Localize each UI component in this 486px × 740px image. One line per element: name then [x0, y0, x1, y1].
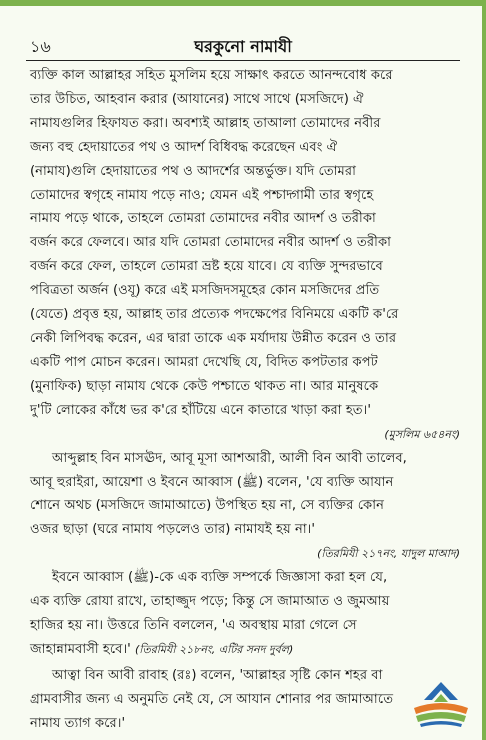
text-line: নামায পড়ে থাকে, তাহলে তোমরা তোমাদের নবীর আদর্শ ও তরীকা [30, 211, 376, 227]
paragraph [30, 566, 460, 590]
paragraph-continued [30, 688, 460, 736]
page-number: ১৬ [30, 37, 51, 56]
text-line: শোনে অথচ (মসজিদে জামাআতে) উপস্থিত হয় না, সে ব্যক্তির কোন [30, 498, 384, 514]
text-line: ইবনে আব্বাস (ﷺ)-কে এক ব্যক্তি সম্পর্কে জিজ্ঞাসা করা হল যে, [52, 570, 388, 586]
text-line: ব্যক্তি কাল আল্লাহর সহিত মুসলিম হয়ে সাক্ষাৎ করতে আনন্দবোধ করে [30, 68, 393, 83]
text-line: বর্জন করে ফেলবে। আর যদি তোমরা তোমাদের নবীর আদর্শ ও তরীকা [30, 235, 392, 251]
text-line: গ্রামবাসীর জন্য এ অনুমতি নেই যে, সে আযান শোনার পর জামাআতে [30, 691, 394, 707]
text-line [30, 638, 460, 662]
header-rule [26, 60, 460, 61]
text-line: হাজির হয় না। উত্তরে তিনি বললেন, 'এ অবস্থায় মারা গেলে সে [30, 618, 357, 634]
text-line: (মুনাফিক) ছাড়া নামায থেকে কেউ পশ্চাতে থাকত না। আর মানুষকে [30, 378, 379, 394]
paragraph-continued [30, 471, 460, 543]
page-body [30, 64, 460, 736]
text-line: আত্বা বিন আবী রাবাহ (রঃ) বলেন, 'আল্লাহর সৃষ্টি কোন শহর বা [52, 667, 383, 683]
paragraph [30, 64, 460, 423]
paragraph [30, 447, 460, 471]
text-line: নামায ত্যাগ করে।' [30, 715, 126, 731]
text-line: বর্জন করে ফেল, তাহলে তোমরা ভ্রষ্ট হয়ে যাবে। যে ব্যক্তি সুন্দরভাবে [30, 259, 383, 275]
text-line: দু'টি লোকের কাঁধে ভর ক'রে হাঁটিয়ে এনে কাতারে খাড়া করা হত।' [30, 402, 371, 418]
text-line: আবূ হুরাইরা, আয়েশা ও ইবনে আব্বাস (ﷺ) বলেন, 'যে ব্যক্তি আযান [30, 474, 394, 490]
text-line: নেকী লিপিবদ্ধ করেন, এর দ্বারা তাকে এক মর্যাদায় উন্নীত করেন ও তার [30, 330, 397, 346]
source-citation: (তিরমিযী ২১৮নং, এটির সনদ দুর্বল) [135, 642, 294, 656]
source-citation: (তিরমিযী ২১৭নং, যাদুল মাআদ) [317, 547, 460, 561]
text-line: নামাযগুলির হিফাযত করা। অবশ্যই আল্লাহ তাআলা তোমাদের নবীর [30, 115, 381, 131]
text-line: আব্দুল্লাহ বিন মাসঊদ, আবূ মূসা আশআরী, আলী বিন আবী তালেব, [52, 450, 407, 466]
paragraph-continued [30, 590, 460, 662]
source-citation: (মুসলিম ৬৫৪নং) [384, 427, 460, 441]
text-line: পবিত্রতা অর্জন (ওযূ) করে এই মসজিদসমূহের কোন মসজিদের প্রতি [30, 283, 380, 299]
text-segment: জাহান্নামবাসী হবে।' [30, 641, 131, 657]
text-line: জন্য বহু হেদায়াতের পথ ও আদর্শ বিধিবদ্ধ করেছেন এবং ঐ [30, 139, 338, 155]
text-line: তোমাদের স্বগৃহে নামায পড়ে নাও; যেমন এই পশ্চাদ্গামী তার স্বগৃহে [30, 187, 374, 203]
text-line: (নামায)গুলি হেদায়াতের পথ ও আদর্শের অন্তর্ভুক্ত। যদি তোমরা [30, 163, 356, 179]
publisher-logo-icon [408, 678, 474, 730]
paragraph [30, 664, 460, 688]
text-line: (যেতে) প্রবৃত্ত হয়, আল্লাহ তার প্রত্যেক পদক্ষেপের বিনিময়ে একটি ক'রে [30, 307, 399, 323]
text-line: এক ব্যক্তি রোযা রাখে, তাহাজ্জুদ পড়ে; কিন্তু সে জামাআত ও জুমআয় [30, 594, 390, 610]
running-title: ঘরকুনো নামাযী [194, 37, 292, 56]
text-line: তার উচিত, আহবান করার (আযানের) সাথে সাথে (মসজিদে) ঐ [30, 91, 364, 107]
text-line: ওজর ছাড়া (ঘরে নামায পড়লেও তার) নামাযই হয় না।' [30, 522, 315, 538]
text-line: একটি পাপ মোচন করেন। আমরা দেখেছি যে, বিদিত কপটতার কপট [30, 354, 378, 370]
